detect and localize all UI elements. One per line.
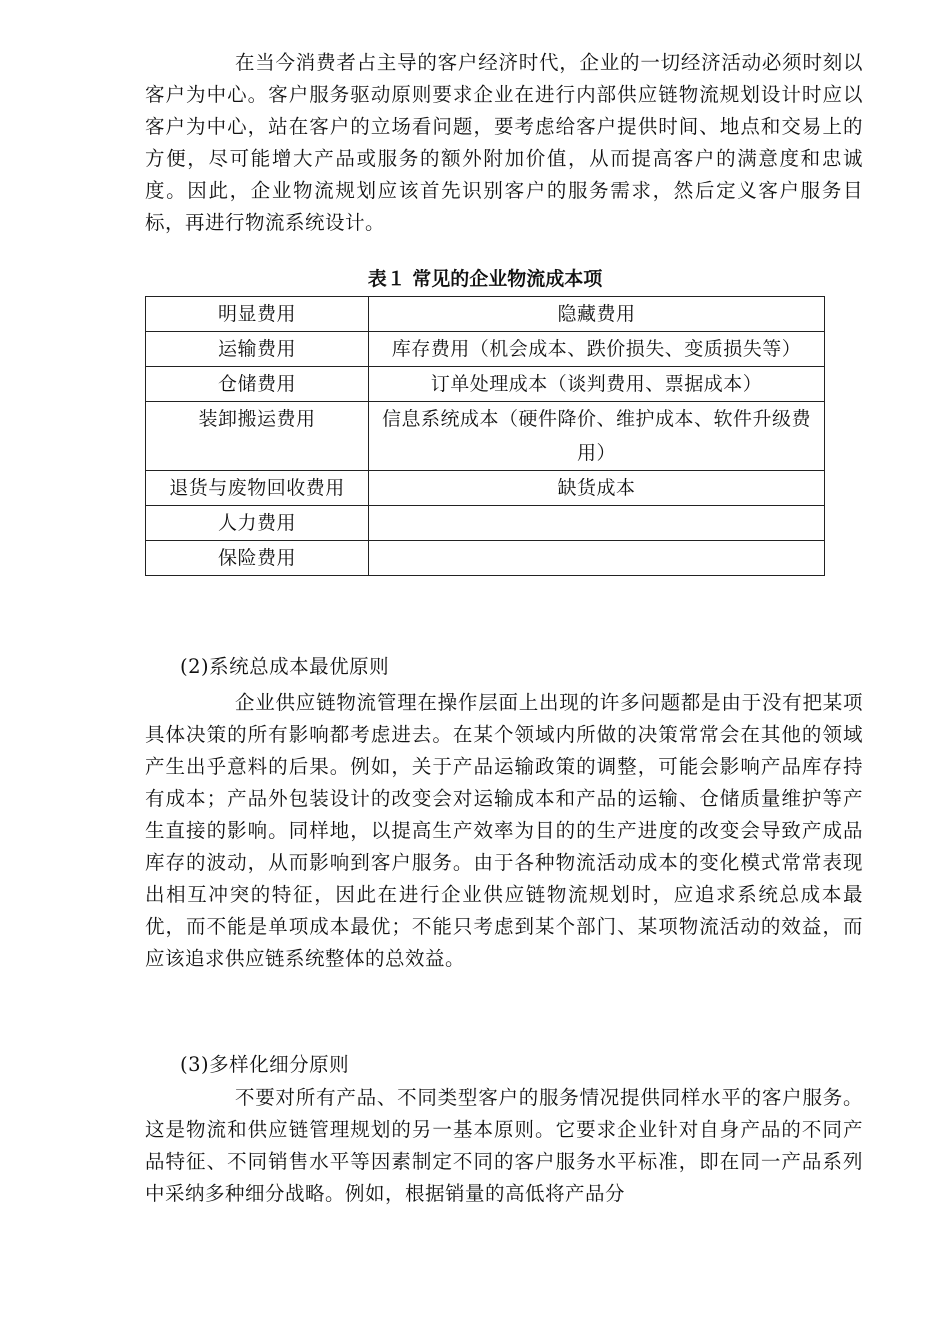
table-cell: 信息系统成本（硬件降价、维护成本、软件升级费用） — [369, 402, 825, 471]
table-row — [146, 332, 825, 367]
header-hidden-costs: 隐藏费用 — [369, 297, 825, 332]
logistics-cost-table — [145, 296, 825, 576]
paragraph-segmentation: 不要对所有产品、不同类型客户的服务情况提供同样水平的客户服务。这是物流和供应链管理规划的另一基本原则。它要求企业针对自身产品的不同产品特征、不同销售水平等因素制定不同的客户服务水平标准，即在同一产品系列中采纳多种细分战略。例如，根据销量的高低将产品分 — [145, 1086, 863, 1205]
table-row — [146, 367, 825, 402]
table-caption: 表１ 常见的企业物流成本项 — [367, 268, 603, 290]
table-cell: 退货与废物回收费用 — [146, 471, 369, 506]
table-cell — [369, 541, 825, 576]
table-cell: 人力费用 — [146, 506, 369, 541]
table-row — [146, 402, 825, 471]
table-header-row — [146, 297, 825, 332]
table-cell: 运输费用 — [146, 332, 369, 367]
subheading-total-cost: (2)系统总成本最优原则 — [180, 655, 390, 678]
table-cell: 仓储费用 — [146, 367, 369, 402]
table-row — [146, 541, 825, 576]
table-row — [146, 506, 825, 541]
table-cell: 装卸搬运费用 — [146, 402, 369, 471]
table-cell: 库存费用（机会成本、跌价损失、变质损失等） — [369, 332, 825, 367]
table-row — [146, 471, 825, 506]
paragraph-customer-service: 在当今消费者占主导的客户经济时代，企业的一切经济活动必须时刻以客户为中心。客户服务驱动原则要求企业在进行内部供应链物流规划设计时应以客户为中心，站在客户的立场看问题，要考虑给客户提供时间、地点和交易上的方便，尽可能增大产品或服务的额外附加价值，从而提高客户的满意度和忠诚度。因此，企业物流规划应该首先识别客户的服务需求，然后定义客户服务目标，再进行物流系统设计。 — [145, 51, 863, 234]
table-cell: 缺货成本 — [369, 471, 825, 506]
table-cell: 保险费用 — [146, 541, 369, 576]
table-cell — [369, 506, 825, 541]
table-cell: 订单处理成本（谈判费用、票据成本） — [369, 367, 825, 402]
header-explicit-costs: 明显费用 — [146, 297, 369, 332]
paragraph-total-cost: 企业供应链物流管理在操作层面上出现的许多问题都是由于没有把某项具体决策的所有影响都考虑进去。在某个领域内所做的决策常常会在其他的领域产生出乎意料的后果。例如，关于产品运输政策的调整，可能会影响产品库存持有成本；产品外包装设计的改变会对运输成本和产品的运输、仓储质量维护等产生直接的影响。同样地，以提高生产效率为目的的生产进度的改变会导致产成品库存的波动，从而影响到客户服务。由于各种物流活动成本的变化模式常常表现出相互冲突的特征，因此在进行企业供应链物流规划时，应追求系统总成本最优，而不能是单项成本最优；不能只考虑到某个部门、某项物流活动的效益，而应该追求供应链系统整体的总效益。 — [145, 691, 863, 970]
subheading-segmentation: (3)多样化细分原则 — [180, 1053, 350, 1076]
